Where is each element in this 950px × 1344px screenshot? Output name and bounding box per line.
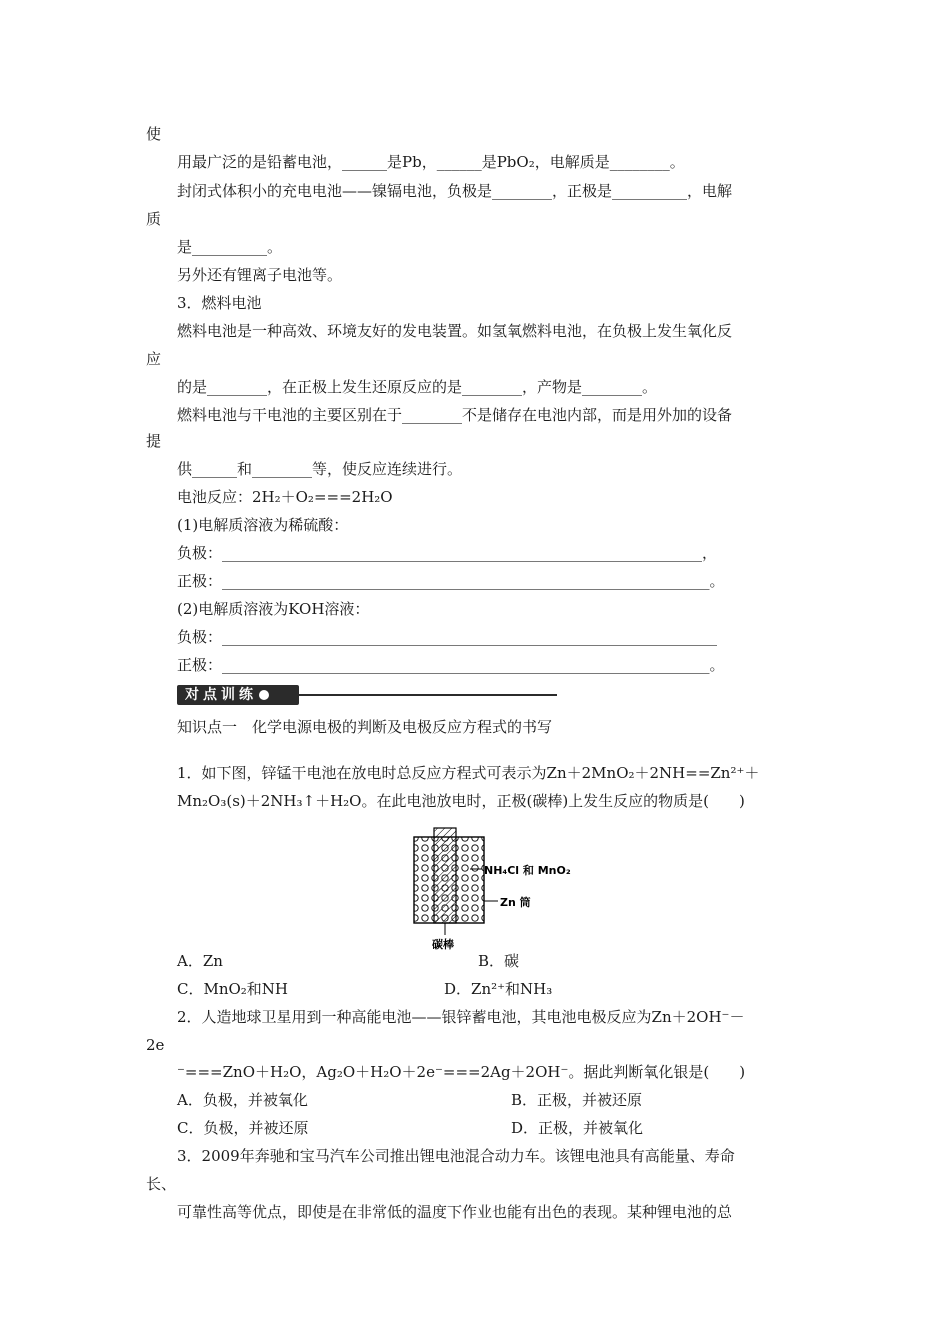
text-line: 供______和________等，使反应连续进行。: [177, 460, 463, 478]
question-2-text: ⁻===ZnO＋H₂O，Ag₂O＋H₂O＋2e⁻===2Ag＋2OH⁻。据此判断氧化银是( ): [177, 1063, 746, 1081]
banner-label: 对点训练: [185, 687, 257, 703]
carbon-rod: [434, 828, 456, 923]
question-1-text: 1．如下图，锌锰干电池在放电时总反应方程式可表示为Zn＋2MnO₂＋2NH==Zn²⁺＋: [177, 764, 760, 782]
battery-diagram: [400, 823, 600, 953]
text-line: 质: [146, 210, 162, 228]
answer-line-positive: 正极：_________________________________________________________________。: [177, 656, 725, 674]
text-line: 燃料电池与干电池的主要区别在于________不是储存在电池内部，而是用外加的设备: [177, 406, 733, 424]
option-d: D．正极，并被氧化: [511, 1119, 644, 1137]
text-line: 是__________。: [177, 238, 283, 256]
text-line: 用最广泛的是铅蓄电池，______是Pb，______是PbO₂，电解质是________。: [177, 153, 685, 171]
question-2-text: 2e: [146, 1036, 165, 1054]
text-line: 封闭式体积小的充电电池——镍镉电池，负极是________，正极是__________，电解: [177, 182, 733, 200]
option-d: D．Zn²⁺和NH₃: [444, 980, 553, 998]
option-a: A．Zn: [177, 952, 223, 970]
answer-line-positive: 正极：_________________________________________________________________。: [177, 572, 725, 590]
label-zinc-can: Zn 筒: [500, 896, 531, 909]
answer-line-negative: 负极：__________________________________________________________________: [177, 628, 718, 646]
reaction-equation: 电池反应：2H₂＋O₂===2H₂O: [177, 488, 393, 506]
text-line: 燃料电池是一种高效、环境友好的发电装置。如氢氧燃料电池，在负极上发生氧化反: [177, 322, 733, 340]
bullet-icon: [259, 690, 269, 700]
option-a: A．负极，并被氧化: [177, 1091, 308, 1109]
question-2-text: 2．人造地球卫星用到一种高能电池——银锌蓄电池，其电池电极反应为Zn＋2OH⁻－: [177, 1008, 745, 1026]
label-electrolyte: NH₄Cl 和 MnO₂: [484, 864, 571, 877]
question-3-text: 可靠性高等优点，即使是在非常低的温度下作业也能有出色的表现。某种锂电池的总: [177, 1203, 733, 1221]
option-c: C．负极，并被还原: [177, 1119, 309, 1137]
divider: [299, 694, 557, 696]
label-carbon-rod: 碳棒: [432, 938, 454, 951]
text-line: 另外还有锂离子电池等。: [177, 266, 343, 284]
section-banner: [177, 685, 299, 705]
question-3-text: 长、: [146, 1175, 177, 1193]
knowledge-point-title: 知识点一 化学电源电极的判断及电极反应方程式的书写: [177, 718, 553, 736]
text-line: 提: [146, 432, 162, 450]
text-line: (2)电解质溶液为KOH溶液：: [177, 600, 370, 618]
text-line: 使: [146, 125, 162, 143]
option-c: C．MnO₂和NH: [177, 980, 289, 998]
question-1-text: Mn₂O₃(s)＋2NH₃↑＋H₂O。在此电池放电时，正极(碳棒)上发生反应的物质是( ): [177, 792, 745, 810]
text-line: 应: [146, 350, 162, 368]
text-line: (1)电解质溶液为稀硫酸：: [177, 516, 349, 534]
section-heading: 3．燃料电池: [177, 294, 262, 312]
answer-line-negative: 负极：________________________________________________________________，: [177, 544, 718, 562]
question-3-text: 3．2009年奔驰和宝马汽车公司推出锂电池混合动力车。该锂电池具有高能量、寿命: [177, 1147, 735, 1165]
option-b: B．正极，并被还原: [511, 1091, 643, 1109]
option-b: B．碳: [478, 952, 520, 970]
text-line: 的是________，在正极上发生还原反应的是________，产物是________。: [177, 378, 658, 396]
